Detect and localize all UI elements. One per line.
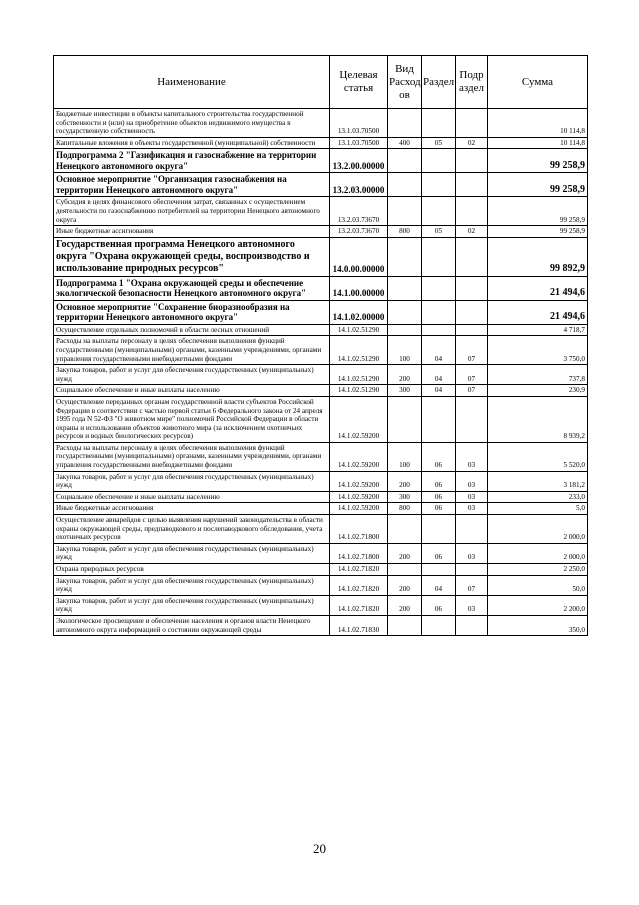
cell-subsection [456, 173, 488, 197]
table-row [54, 575, 588, 595]
cell-section [422, 197, 456, 226]
cell-subsection: 03 [456, 543, 488, 563]
cell-expense-kind: 200 [388, 575, 422, 595]
cell-name: Капитальные вложения в объекты государственной (муниципальной) собственности [54, 137, 330, 149]
cell-amount: 4 718,7 [488, 324, 588, 336]
cell-subsection [456, 149, 488, 173]
cell-amount: 10 114,8 [488, 109, 588, 138]
cell-subsection [456, 276, 488, 300]
cell-name: Расходы на выплаты персоналу в целях обеспечения выполнения функций государственными (муниципальными) органами, казенными учреждениями, органами управления государственными внебюджетными фондами [54, 442, 330, 471]
table-row [54, 226, 588, 238]
cell-amount: 233,0 [488, 491, 588, 503]
cell-expense-kind [388, 237, 422, 276]
cell-name: Подпрограмма 2 "Газификация и газоснабжение на территории Ненецкого автономного округа" [54, 149, 330, 173]
cell-expense-kind: 200 [388, 471, 422, 491]
cell-name: Закупка товаров, работ и услуг для обеспечения государственных (муниципальных) нужд [54, 365, 330, 385]
cell-name: Государственная программа Ненецкого автономного округа "Охрана окружающей среды, воспроизводство и использование природных ресурсов" [54, 237, 330, 276]
cell-amount: 99 258,9 [488, 173, 588, 197]
table-row [54, 503, 588, 515]
cell-name: Иные бюджетные ассигнования [54, 226, 330, 238]
cell-subsection: 07 [456, 336, 488, 365]
cell-section: 06 [422, 543, 456, 563]
cell-subsection [456, 324, 488, 336]
table-row [54, 173, 588, 197]
cell-subsection [456, 564, 488, 576]
cell-name: Основное мероприятие "Организация газоснабжения на территории Ненецкого автономного округа" [54, 173, 330, 197]
cell-subsection: 02 [456, 226, 488, 238]
cell-target-article: 13.2.03.73670 [330, 197, 388, 226]
cell-target-article: 14.1.02.71820 [330, 595, 388, 615]
cell-expense-kind [388, 300, 422, 324]
cell-target-article: 13.1.03.70500 [330, 137, 388, 149]
table-row [54, 276, 588, 300]
cell-section [422, 564, 456, 576]
cell-expense-kind [388, 396, 422, 442]
cell-target-article: 14.1.02.00000 [330, 300, 388, 324]
table-header [54, 56, 588, 109]
table-row [54, 385, 588, 397]
cell-section: 06 [422, 442, 456, 471]
cell-name: Основное мероприятие "Сохранение биоразнообразия на территории Ненецкого автономного округа" [54, 300, 330, 324]
cell-amount: 350,0 [488, 615, 588, 635]
cell-expense-kind: 200 [388, 365, 422, 385]
cell-name: Социальное обеспечение и иные выплаты населению [54, 491, 330, 503]
cell-amount: 737,8 [488, 365, 588, 385]
cell-expense-kind: 100 [388, 336, 422, 365]
cell-section [422, 396, 456, 442]
cell-subsection [456, 300, 488, 324]
table-row [54, 442, 588, 471]
cell-amount: 2 250,0 [488, 564, 588, 576]
table-body [54, 109, 588, 636]
header-target-article: Целевая статья [330, 56, 388, 109]
cell-expense-kind: 200 [388, 543, 422, 563]
cell-target-article: 14.1.02.59200 [330, 442, 388, 471]
table-row [54, 109, 588, 138]
cell-amount: 21 494,6 [488, 276, 588, 300]
table-row [54, 543, 588, 563]
cell-name: Закупка товаров, работ и услуг для обеспечения государственных (муниципальных) нужд [54, 543, 330, 563]
cell-expense-kind [388, 149, 422, 173]
cell-section [422, 276, 456, 300]
cell-expense-kind: 800 [388, 503, 422, 515]
cell-amount: 10 114,8 [488, 137, 588, 149]
cell-subsection: 03 [456, 491, 488, 503]
cell-name: Охрана природных ресурсов [54, 564, 330, 576]
header-expense-kind: Вид Расход ов [388, 56, 422, 109]
cell-target-article: 13.1.03.70500 [330, 109, 388, 138]
cell-amount: 99 258,9 [488, 197, 588, 226]
table-row [54, 324, 588, 336]
cell-amount: 50,0 [488, 575, 588, 595]
table-row [54, 471, 588, 491]
cell-target-article: 14.1.02.59200 [330, 396, 388, 442]
cell-target-article: 14.1.02.71830 [330, 615, 388, 635]
cell-subsection [456, 615, 488, 635]
cell-name: Осуществление авиарейдов с целью выявления нарушений законодательства в области охраны окружающей среды, предпаводкового и послепаводкового обследования, учета охотничьих ресурсов [54, 515, 330, 544]
cell-section: 06 [422, 471, 456, 491]
cell-section [422, 515, 456, 544]
cell-section [422, 173, 456, 197]
cell-name: Закупка товаров, работ и услуг для обеспечения государственных (муниципальных) нужд [54, 575, 330, 595]
cell-expense-kind [388, 276, 422, 300]
cell-section [422, 237, 456, 276]
cell-name: Закупка товаров, работ и услуг для обеспечения государственных (муниципальных) нужд [54, 471, 330, 491]
cell-expense-kind: 200 [388, 595, 422, 615]
table-row [54, 615, 588, 635]
table-row [54, 491, 588, 503]
cell-subsection: 07 [456, 385, 488, 397]
cell-section [422, 149, 456, 173]
cell-expense-kind: 400 [388, 137, 422, 149]
cell-expense-kind [388, 324, 422, 336]
cell-amount: 21 494,6 [488, 300, 588, 324]
cell-target-article: 14.1.02.59200 [330, 491, 388, 503]
cell-target-article: 13.2.03.73670 [330, 226, 388, 238]
cell-section [422, 300, 456, 324]
cell-subsection: 02 [456, 137, 488, 149]
cell-name: Иные бюджетные ассигнования [54, 503, 330, 515]
cell-amount: 2 000,0 [488, 543, 588, 563]
cell-expense-kind [388, 109, 422, 138]
cell-target-article: 13.2.00.00000 [330, 149, 388, 173]
header-name: Наименование [54, 56, 330, 109]
cell-amount: 99 258,9 [488, 226, 588, 238]
cell-name: Бюджетные инвестиции в объекты капитального строительства государственной собственности и (или) на приобретение объектов недвижимого имущества в государственную собственность [54, 109, 330, 138]
table-row [54, 237, 588, 276]
table-row [54, 564, 588, 576]
cell-section [422, 324, 456, 336]
cell-amount: 3 750,0 [488, 336, 588, 365]
cell-amount: 230,9 [488, 385, 588, 397]
cell-section: 06 [422, 503, 456, 515]
cell-section: 04 [422, 575, 456, 595]
cell-amount: 99 892,9 [488, 237, 588, 276]
cell-section: 04 [422, 385, 456, 397]
cell-amount: 5,0 [488, 503, 588, 515]
table-row [54, 300, 588, 324]
table-row [54, 595, 588, 615]
cell-name: Расходы на выплаты персоналу в целях обеспечения выполнения функций государственными (муниципальными) органами, казенными учреждениями, органами управления государственными внебюджетными фондами [54, 336, 330, 365]
cell-target-article: 14.1.02.71820 [330, 575, 388, 595]
cell-target-article: 14.1.02.71800 [330, 543, 388, 563]
cell-section: 04 [422, 336, 456, 365]
cell-expense-kind [388, 197, 422, 226]
cell-expense-kind [388, 615, 422, 635]
cell-expense-kind: 300 [388, 385, 422, 397]
cell-target-article: 14.1.02.59200 [330, 503, 388, 515]
cell-expense-kind [388, 564, 422, 576]
cell-subsection [456, 396, 488, 442]
table-row [54, 336, 588, 365]
cell-section: 04 [422, 365, 456, 385]
cell-target-article: 14.1.02.51290 [330, 365, 388, 385]
header-section: Раздел [422, 56, 456, 109]
header-subsection: Подр аздел [456, 56, 488, 109]
cell-section: 06 [422, 491, 456, 503]
cell-section [422, 109, 456, 138]
cell-amount: 3 181,2 [488, 471, 588, 491]
cell-subsection: 07 [456, 575, 488, 595]
cell-amount: 2 000,0 [488, 515, 588, 544]
cell-name: Субсидия в целях финансового обеспечения затрат, связанных с осуществлением деятельности по газоснабжению потребителей на территории Ненецкого автономного округа [54, 197, 330, 226]
table-row [54, 365, 588, 385]
cell-target-article: 14.1.02.51290 [330, 324, 388, 336]
cell-subsection: 03 [456, 503, 488, 515]
cell-expense-kind [388, 515, 422, 544]
cell-expense-kind [388, 173, 422, 197]
cell-section: 05 [422, 137, 456, 149]
table-row [54, 197, 588, 226]
cell-amount: 2 200,0 [488, 595, 588, 615]
table-row [54, 137, 588, 149]
cell-name: Экологическое просвещение и обеспечение населения и органов власти Ненецкого автономного округа информацией о состоянии окружающей среды [54, 615, 330, 635]
cell-target-article: 14.1.02.59200 [330, 471, 388, 491]
cell-target-article: 14.1.02.51290 [330, 336, 388, 365]
cell-subsection [456, 237, 488, 276]
cell-section [422, 615, 456, 635]
cell-section: 05 [422, 226, 456, 238]
budget-table [53, 55, 588, 636]
table-row [54, 396, 588, 442]
cell-target-article: 14.1.02.71800 [330, 515, 388, 544]
cell-name: Осуществление переданных органам государственной власти субъектов Российской Федерации в соответствии с частью первой статьи 6 Федерального закона от 24 апреля 1995 года N 52-ФЗ "О животном мире" полномочий Российской Федерации в области охраны и использования объектов животного мира (за исключением охотничьих ресурсов и водных биологических ресурсов) [54, 396, 330, 442]
cell-name: Подпрограмма 1 "Охрана окружающей среды и обеспечение экологической безопасности Ненецкого автономного округа" [54, 276, 330, 300]
cell-subsection [456, 109, 488, 138]
cell-name: Осуществление отдельных полномочий в области лесных отношений [54, 324, 330, 336]
cell-target-article: 14.1.02.51290 [330, 385, 388, 397]
cell-subsection: 03 [456, 442, 488, 471]
cell-target-article: 13.2.03.00000 [330, 173, 388, 197]
table-row [54, 515, 588, 544]
cell-target-article: 14.1.00.00000 [330, 276, 388, 300]
cell-expense-kind: 300 [388, 491, 422, 503]
cell-expense-kind: 100 [388, 442, 422, 471]
cell-target-article: 14.1.02.71820 [330, 564, 388, 576]
cell-name: Закупка товаров, работ и услуг для обеспечения государственных (муниципальных) нужд [54, 595, 330, 615]
cell-expense-kind: 800 [388, 226, 422, 238]
cell-name: Социальное обеспечение и иные выплаты населению [54, 385, 330, 397]
header-amount: Сумма [488, 56, 588, 109]
cell-amount: 8 939,2 [488, 396, 588, 442]
cell-amount: 5 520,0 [488, 442, 588, 471]
cell-amount: 99 258,9 [488, 149, 588, 173]
cell-section: 06 [422, 595, 456, 615]
cell-target-article: 14.0.00.00000 [330, 237, 388, 276]
cell-subsection [456, 197, 488, 226]
cell-subsection: 03 [456, 595, 488, 615]
cell-subsection: 03 [456, 471, 488, 491]
cell-subsection [456, 515, 488, 544]
page-number: 20 [313, 841, 326, 856]
table-row [54, 149, 588, 173]
cell-subsection: 07 [456, 365, 488, 385]
